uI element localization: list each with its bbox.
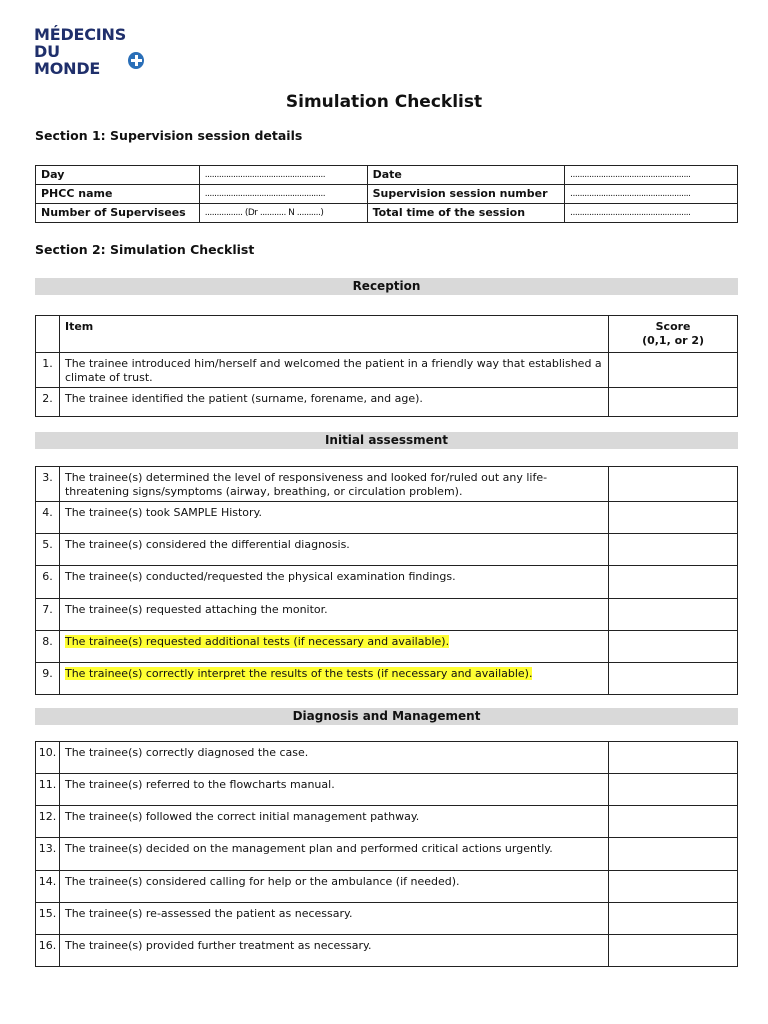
cross-emblem-icon xyxy=(128,52,144,69)
score-cell[interactable] xyxy=(609,742,738,774)
table-row xyxy=(36,903,738,935)
item-number: 9. xyxy=(36,663,60,695)
table-row xyxy=(36,838,738,871)
field-label: Number of Supervisees xyxy=(36,204,200,223)
table-row xyxy=(36,502,738,534)
item-number: 10. xyxy=(36,742,60,774)
score-cell[interactable] xyxy=(609,774,738,806)
item-text: The trainee identified the patient (surname, forename, and age). xyxy=(59,388,608,417)
field-value[interactable]: ................ (Dr ........... N ..........) xyxy=(199,204,367,223)
item-text: The trainee(s) took SAMPLE History. xyxy=(59,502,608,534)
table-row xyxy=(36,353,738,388)
score-cell[interactable] xyxy=(609,467,738,502)
item-text xyxy=(59,663,608,695)
details-row xyxy=(36,204,738,223)
item-header: Item xyxy=(59,316,608,353)
table-row xyxy=(36,935,738,967)
item-number: 15. xyxy=(36,903,60,935)
score-cell[interactable] xyxy=(609,903,738,935)
item-number: 14. xyxy=(36,871,60,903)
score-cell[interactable] xyxy=(609,806,738,838)
group-header-diagnosis-management: Diagnosis and Management xyxy=(35,708,738,725)
details-row xyxy=(36,185,738,204)
field-value[interactable]: ................................................... xyxy=(199,185,367,204)
score-cell[interactable] xyxy=(609,871,738,903)
item-text: The trainee(s) correctly diagnosed the case. xyxy=(59,742,608,774)
table-row xyxy=(36,631,738,663)
item-number: 1. xyxy=(36,353,60,388)
table-row xyxy=(36,467,738,502)
item-text: The trainee(s) considered calling for help or the ambulance (if needed). xyxy=(59,871,608,903)
field-label: Day xyxy=(36,166,200,185)
item-text: The trainee(s) determined the level of responsiveness and looked for/ruled out any life-threatening signs/symptoms (airway, breathing, or circulation problem). xyxy=(59,467,608,502)
score-cell[interactable] xyxy=(609,631,738,663)
field-value[interactable]: ................................................... xyxy=(565,185,738,204)
highlighted-text: The trainee(s) correctly interpret the results of the tests (if necessary and available). xyxy=(64,667,533,680)
table-row xyxy=(36,663,738,695)
group-header-reception: Reception xyxy=(35,278,738,295)
field-label: PHCC name xyxy=(36,185,200,204)
session-details-table xyxy=(35,165,738,223)
reception-table xyxy=(35,315,738,417)
table-row xyxy=(36,871,738,903)
item-number: 7. xyxy=(36,599,60,631)
table-row xyxy=(36,742,738,774)
item-number: 16. xyxy=(36,935,60,967)
score-cell[interactable] xyxy=(609,388,738,417)
field-value[interactable]: ................................................... xyxy=(565,166,738,185)
item-number: 8. xyxy=(36,631,60,663)
score-cell[interactable] xyxy=(609,353,738,388)
item-number: 12. xyxy=(36,806,60,838)
item-text: The trainee(s) requested attaching the monitor. xyxy=(59,599,608,631)
item-number: 6. xyxy=(36,566,60,599)
item-text: The trainee(s) considered the differential diagnosis. xyxy=(59,534,608,566)
item-text: The trainee(s) re-assessed the patient as necessary. xyxy=(59,903,608,935)
item-text: The trainee(s) provided further treatment as necessary. xyxy=(59,935,608,967)
score-cell[interactable] xyxy=(609,502,738,534)
item-number: 4. xyxy=(36,502,60,534)
score-header: Score (0,1, or 2) xyxy=(609,316,738,353)
field-value[interactable]: ................................................... xyxy=(565,204,738,223)
diagnosis-management-table xyxy=(35,741,738,967)
item-text: The trainee(s) conducted/requested the physical examination findings. xyxy=(59,566,608,599)
item-number: 13. xyxy=(36,838,60,871)
logo xyxy=(34,26,144,80)
details-row xyxy=(36,166,738,185)
initial-assessment-table xyxy=(35,466,738,695)
table-row xyxy=(36,599,738,631)
highlighted-text: The trainee(s) requested additional tests (if necessary and available). xyxy=(64,635,450,648)
table-row xyxy=(36,774,738,806)
item-number: 2. xyxy=(36,388,60,417)
table-row xyxy=(36,388,738,417)
score-cell[interactable] xyxy=(609,599,738,631)
table-row xyxy=(36,566,738,599)
item-number: 11. xyxy=(36,774,60,806)
score-cell[interactable] xyxy=(609,935,738,967)
field-label: Total time of the session xyxy=(367,204,565,223)
item-number: 5. xyxy=(36,534,60,566)
item-text: The trainee(s) followed the correct initial management pathway. xyxy=(59,806,608,838)
field-value[interactable]: ................................................... xyxy=(199,166,367,185)
page-title: Simulation Checklist xyxy=(285,92,483,112)
score-cell[interactable] xyxy=(609,566,738,599)
score-cell[interactable] xyxy=(609,838,738,871)
item-number: 3. xyxy=(36,467,60,502)
table-row xyxy=(36,806,738,838)
score-cell[interactable] xyxy=(609,534,738,566)
logo-line-1: MÉDECINS xyxy=(34,25,127,44)
item-text xyxy=(59,631,608,663)
score-cell[interactable] xyxy=(609,663,738,695)
field-label: Supervision session number xyxy=(367,185,565,204)
field-label: Date xyxy=(367,166,565,185)
section-1-heading: Section 1: Supervision session details xyxy=(35,128,303,143)
item-text: The trainee introduced him/herself and welcomed the patient in a friendly way that established a climate of trust. xyxy=(59,353,608,388)
group-header-initial-assessment: Initial assessment xyxy=(35,432,738,449)
logo-line-2: DU MONDE xyxy=(34,42,101,78)
section-2-heading: Section 2: Simulation Checklist xyxy=(35,242,255,257)
item-text: The trainee(s) referred to the flowcharts manual. xyxy=(59,774,608,806)
item-text: The trainee(s) decided on the management plan and performed critical actions urgently. xyxy=(59,838,608,871)
table-row xyxy=(36,534,738,566)
table-header-row xyxy=(36,316,738,353)
